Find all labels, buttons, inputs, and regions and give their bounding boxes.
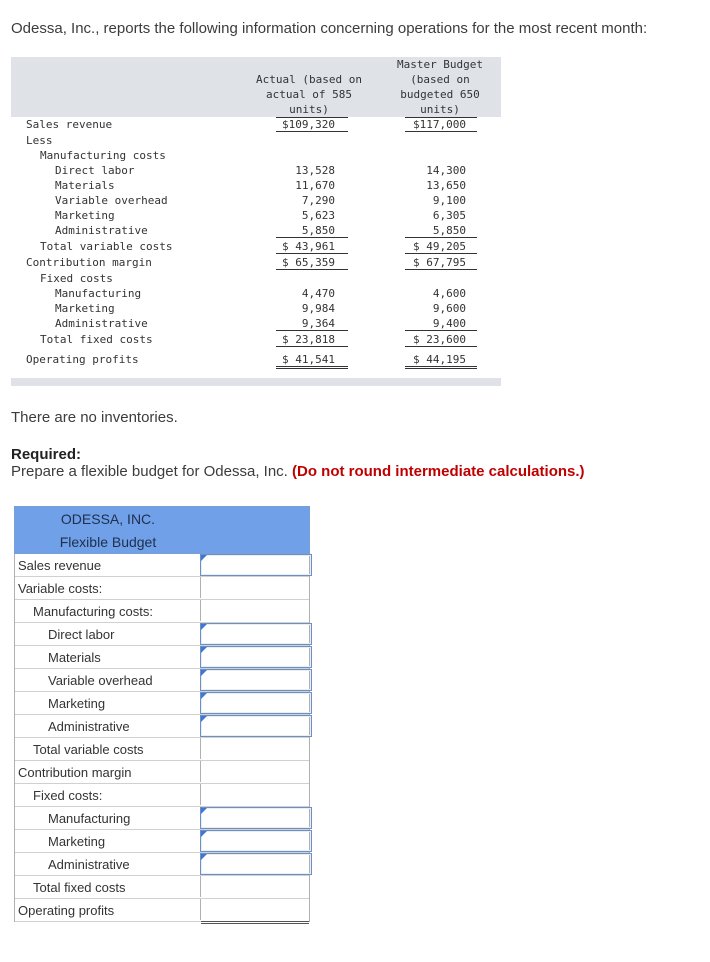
input-marker-icon	[201, 808, 207, 814]
table-cell-actual: $ 65,359	[282, 256, 335, 269]
table-cell-master: $ 44,195	[413, 353, 466, 366]
table-cell-actual: 11,670	[295, 179, 335, 192]
table-row-label: Manufacturing	[55, 287, 142, 300]
intro-text: Odessa, Inc., reports the following information concerning operations for the most recent month:	[11, 20, 648, 37]
input-marker-icon	[201, 693, 207, 699]
form-row-label: Total variable costs	[33, 742, 144, 757]
required-text: Prepare a flexible budget for Odessa, Inc.	[11, 463, 288, 480]
rule	[405, 253, 477, 254]
input-marker-icon	[201, 831, 207, 837]
table-row-label: Operating profits	[26, 353, 139, 366]
rule	[276, 346, 348, 347]
table-cell-master: 5,850	[432, 224, 466, 237]
form-row	[15, 761, 309, 784]
form-row	[15, 600, 309, 623]
table-cell-actual: 5,623	[301, 209, 335, 222]
rule	[405, 117, 477, 118]
amount-cell	[200, 577, 311, 598]
form-row-label: Variable overhead	[48, 673, 153, 688]
form-row-label: Direct labor	[48, 627, 115, 642]
form-row	[15, 738, 309, 761]
amount-cell	[200, 761, 311, 782]
form-row	[15, 830, 309, 853]
table-cell-actual: $ 23,818	[282, 333, 335, 346]
actual-column-header: Actual (based on actual of 585 units)	[256, 73, 362, 116]
input-marker-icon	[201, 716, 207, 722]
table-cell-actual: $ 43,961	[282, 240, 335, 253]
rule	[276, 117, 348, 118]
table-row-label: Less	[26, 134, 53, 147]
table-row-label: Contribution margin	[26, 256, 152, 269]
form-row-label: Administrative	[48, 857, 130, 872]
table-cell-master: 9,100	[432, 194, 466, 207]
form-row	[15, 692, 309, 715]
amount-input[interactable]	[200, 646, 312, 668]
form-row-label: Materials	[48, 650, 101, 665]
table-cell-master: 14,300	[426, 164, 466, 177]
rule	[276, 269, 348, 270]
master-column-header: Master Budget (based on budgeted 650 units)	[396, 58, 484, 116]
table-cell-actual: 7,290	[301, 194, 335, 207]
table-cell-actual: $109,320	[282, 118, 335, 131]
input-marker-icon	[201, 670, 207, 676]
form-row	[15, 876, 309, 899]
form-row-label: Marketing	[48, 834, 106, 849]
table-row-label: Materials	[55, 179, 115, 192]
table-cell-master: $117,000	[413, 118, 466, 131]
input-marker-icon	[201, 854, 207, 860]
required-note: (Do not round intermediate calculations.)	[292, 463, 585, 480]
table-row-label: Variable overhead	[55, 194, 168, 207]
form-row	[15, 646, 309, 669]
table-cell-master: 6,305	[432, 209, 466, 222]
table-row-label: Marketing	[55, 302, 115, 315]
table-row-label: Marketing	[55, 209, 115, 222]
form-row-label: Total fixed costs	[33, 880, 126, 895]
form-row-label: Marketing	[48, 696, 106, 711]
amount-input[interactable]	[200, 830, 312, 852]
form-row	[15, 784, 309, 807]
form-row-label: Fixed costs:	[33, 788, 103, 803]
required-title: Required:	[11, 446, 82, 463]
form-row-label: Contribution margin	[18, 765, 132, 780]
form-row	[15, 807, 309, 830]
rule	[405, 346, 477, 347]
form-row	[15, 623, 309, 646]
rule	[276, 131, 348, 132]
table-row-label: Fixed costs	[40, 272, 113, 285]
rule	[405, 269, 477, 270]
table-row-label: Sales revenue	[26, 118, 113, 131]
amount-input[interactable]	[200, 554, 312, 576]
form-row-label: Operating profits	[18, 903, 115, 918]
rule	[276, 237, 348, 238]
amount-input[interactable]	[200, 623, 312, 645]
table-cell-master: 13,650	[426, 179, 466, 192]
form-row	[15, 669, 309, 692]
form-header	[14, 506, 310, 554]
table-footer-shade	[11, 378, 501, 386]
table-cell-actual: 13,528	[295, 164, 335, 177]
amount-cell	[200, 600, 311, 621]
no-inventories-text: There are no inventories.	[11, 409, 178, 426]
amount-input[interactable]	[200, 715, 312, 737]
amount-cell	[200, 784, 311, 805]
table-cell-actual: $ 41,541	[282, 353, 335, 366]
amount-input[interactable]	[200, 853, 312, 875]
required-instructions	[11, 463, 585, 480]
double-rule	[201, 921, 309, 924]
rule	[276, 253, 348, 254]
amount-input[interactable]	[200, 692, 312, 714]
rule	[405, 330, 477, 331]
table-cell-master: $ 49,205	[413, 240, 466, 253]
amount-cell	[200, 876, 311, 897]
table-cell-master: 9,600	[432, 302, 466, 315]
amount-cell	[200, 738, 311, 759]
rule	[405, 237, 477, 238]
table-cell-master: $ 67,795	[413, 256, 466, 269]
double-rule	[276, 366, 348, 369]
input-marker-icon	[201, 647, 207, 653]
double-rule	[405, 366, 477, 369]
table-row-label: Administrative	[55, 317, 148, 330]
table-cell-actual: 9,984	[301, 302, 335, 315]
table-cell-master: $ 23,600	[413, 333, 466, 346]
amount-input[interactable]	[200, 807, 312, 829]
amount-input[interactable]	[200, 669, 312, 691]
rule	[276, 330, 348, 331]
table-cell-master: 4,600	[432, 287, 466, 300]
input-marker-icon	[201, 555, 207, 561]
form-subtitle: Flexible Budget	[59, 534, 157, 550]
table-row-label: Administrative	[55, 224, 148, 237]
table-row-label: Direct labor	[55, 164, 135, 177]
form-row	[15, 715, 309, 738]
amount-cell	[200, 899, 311, 920]
form-row	[15, 853, 309, 876]
form-row-label: Variable costs:	[18, 581, 103, 596]
table-row-label: Manufacturing costs	[40, 149, 166, 162]
flexible-budget-form	[14, 506, 310, 922]
form-row-label: Manufacturing	[48, 811, 131, 826]
rule	[405, 131, 477, 132]
input-marker-icon	[201, 624, 207, 630]
table-cell-actual: 4,470	[301, 287, 335, 300]
form-row	[15, 899, 309, 922]
table-row-label: Total fixed costs	[40, 333, 153, 346]
table-row-label: Total variable costs	[40, 240, 173, 253]
form-row	[15, 554, 309, 577]
form-row-label: Manufacturing costs:	[33, 604, 153, 619]
form-body	[14, 554, 310, 922]
table-cell-master: 9,400	[432, 317, 466, 330]
form-row	[15, 577, 309, 600]
form-row-label: Administrative	[48, 719, 130, 734]
company-name: ODESSA, INC.	[60, 511, 156, 527]
form-row-label: Sales revenue	[18, 558, 102, 573]
table-cell-actual: 5,850	[301, 224, 335, 237]
table-cell-actual: 9,364	[301, 317, 335, 330]
